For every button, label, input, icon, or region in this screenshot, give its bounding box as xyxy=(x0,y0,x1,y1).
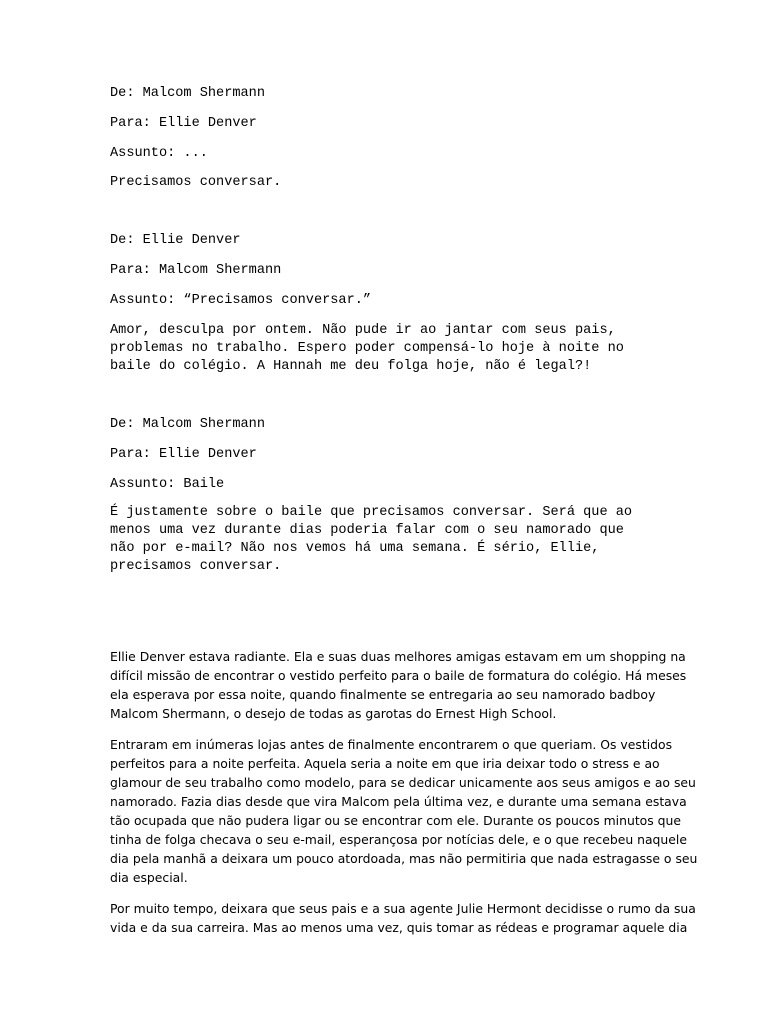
email-3-body-line: É justamente sobre o baile que precisamos conversar. Será que ao xyxy=(110,505,633,520)
paragraph-line: difícil missão de encontrar o vestido perfeito para o baile de formatura do colégio. Há meses xyxy=(110,668,687,683)
paragraph-line: tinha de folga checava o seu e-mail, esperançosa por notícias dele, e o que recebeu naquele xyxy=(110,832,687,847)
paragraph-line: dia especial. xyxy=(110,870,188,885)
email-2-body-line: baile do colégio. A Hannah me deu folga hoje, não é legal?! xyxy=(110,359,592,374)
email-3-body-line: menos uma vez durante dias poderia falar com o seu namorado que xyxy=(110,523,624,538)
email-1-from: De: Malcom Shermann xyxy=(110,86,265,101)
email-3-subject: Assunto: Baile xyxy=(110,477,225,492)
email-2-from: De: Ellie Denver xyxy=(110,233,241,248)
email-3-body-line: não por e-mail? Não nos vemos há uma semana. É sério, Ellie, xyxy=(110,541,600,556)
email-1-body-line: Precisamos conversar. xyxy=(110,175,282,190)
email-2-body-line: problemas no trabalho. Espero poder compensá-lo hoje à noite no xyxy=(110,341,624,356)
paragraph-line: namorado. Fazia dias desde que vira Malcom pela última vez, e durante uma semana estava xyxy=(110,794,687,809)
email-2-to: Para: Malcom Shermann xyxy=(110,263,282,278)
paragraph-line: dia pela manhã a deixara um pouco atordoada, mas não permitiria que nada estragasse o seu xyxy=(110,851,698,866)
paragraph-line: tão ocupada que não pudera ligar ou se encontrar com ele. Durante os poucos minutos que xyxy=(110,813,681,828)
email-3-from: De: Malcom Shermann xyxy=(110,417,265,432)
email-1-subject: Assunto: ... xyxy=(110,146,208,161)
email-2-body-line: Amor, desculpa por ontem. Não pude ir ao jantar com seus pais, xyxy=(110,323,616,338)
email-3-to: Para: Ellie Denver xyxy=(110,447,257,462)
paragraph-line: vida e da sua carreira. Mas ao menos uma vez, quis tomar as rédeas e programar aquele dia xyxy=(110,920,688,935)
email-1-to: Para: Ellie Denver xyxy=(110,116,257,131)
paragraph-line: Entraram em inúmeras lojas antes de finalmente encontrarem o que queriam. Os vestidos xyxy=(110,737,673,752)
paragraph-line: Por muito tempo, deixara que seus pais e a sua agente Julie Hermont decidisse o rumo da sua xyxy=(110,901,696,916)
paragraph-line: Malcom Shermann, o desejo de todas as garotas do Ernest High School. xyxy=(110,706,557,721)
paragraph-line: glamour de seu trabalho como modelo, para se dedicar unicamente aos seus amigos e ao seu xyxy=(110,775,696,790)
email-3-body-line: precisamos conversar. xyxy=(110,559,282,574)
paragraph-line: ela esperava por essa noite, quando finalmente se entregaria ao seu namorado badboy xyxy=(110,687,656,702)
paragraph-line: perfeitos para a noite perfeita. Aquela seria a noite em que iria deixar todo o stress e ao xyxy=(110,756,660,771)
paragraph-line: Ellie Denver estava radiante. Ela e suas duas melhores amigas estavam em um shopping na xyxy=(110,649,686,664)
email-2-subject: Assunto: “Precisamos conversar.” xyxy=(110,293,372,308)
